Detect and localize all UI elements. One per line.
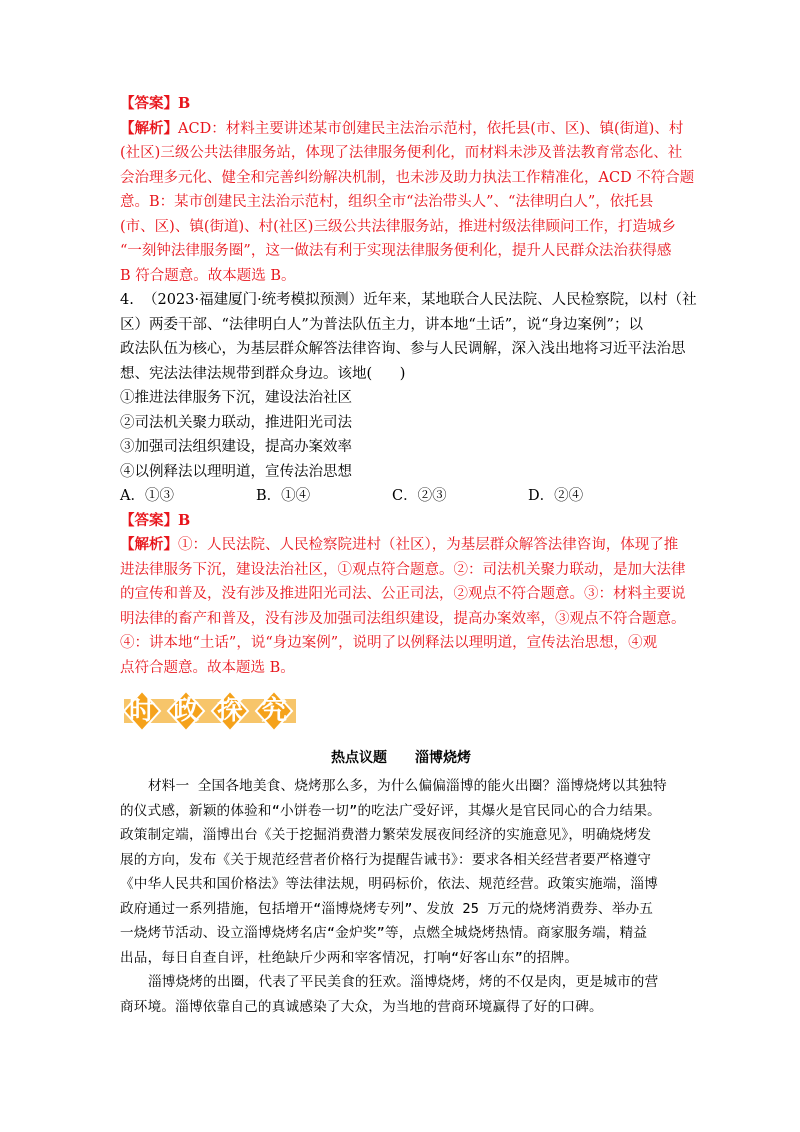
analysis-line: (市、区)、镇(街道)、村(社区)三级公共法律服务站，推进村级法律顾问工作，打造城乡 bbox=[120, 218, 676, 235]
banner-char: 究 bbox=[260, 696, 287, 726]
q4-statements bbox=[120, 386, 682, 484]
analysis-line: 的宣传和普及，没有涉及推进阳光司法、公正司法，②观点不符合题意。③：材料主要说 bbox=[120, 586, 686, 602]
banner-char: 探 bbox=[216, 696, 243, 726]
material-line: 商环境。淄博依靠自己的真诚感染了大众，为当地的营商环境赢得了好的口碑。 bbox=[120, 998, 603, 1015]
option-a: A．①③ bbox=[120, 488, 174, 504]
material-line: 出品，每日自查自评，杜绝缺斤少两和宰客情况，打响“好客山东”的招牌。 bbox=[120, 949, 579, 966]
analysis-line: ④：讲本地“土话”，说“身边案例”，说明了以例释法以理明道，宣传法治思想，④观 bbox=[120, 635, 658, 651]
q4-stem bbox=[120, 288, 697, 386]
section-title: 热点议题 淄博烧烤 bbox=[331, 750, 471, 766]
statement-item: ③加强司法组织建设，提高办案效率 bbox=[120, 439, 352, 455]
material-line: 淄博烧烤的出圈，代表了平民美食的狂欢。淄博烧烤，烤的不仅是肉，更是城市的营 bbox=[148, 974, 659, 990]
stem-line: 政法队伍为核心，为基层群众解答法律咨询、参与人民调解，深入浅出地将习近平法治思 bbox=[120, 341, 686, 357]
material-line: 政府通过一系列措施，包括增开“淄博烧烤专列”、发放 25 万元的烧烤消费券、举办五 bbox=[120, 900, 654, 917]
section-banner bbox=[120, 686, 682, 736]
material-paragraph-1 bbox=[120, 774, 682, 970]
material-line: 《中华人民共和国价格法》等法律法规，明码标价，依法、规范经营。政策实施端，淄博 bbox=[120, 876, 658, 892]
option-b: B．①④ bbox=[256, 488, 311, 504]
q4-answer bbox=[120, 509, 682, 534]
material-line: 一烧烤节活动、设立淄博烧烤名店“金炉奖”等，点燃全城烧烤热情。商家服务端，精益 bbox=[120, 925, 648, 941]
analysis-line: B 符合题意。故本题选 B。 bbox=[120, 267, 296, 284]
analysis-line: 点符合题意。故本题选 B。 bbox=[120, 659, 295, 676]
material-line: 展的方向，发布《关于规范经营者价格行为提醒告诫书》：要求各相关经营者要严格遵守 bbox=[120, 851, 652, 868]
statement-item: ②司法机关聚力联动，推进阳光司法 bbox=[120, 414, 352, 431]
stem-line: 区）两委干部、“法律明白人”为普法队伍主力，讲本地“土话”，说“身边案例”；以 bbox=[120, 316, 643, 333]
analysis-tag: 【解析】 bbox=[120, 119, 178, 137]
analysis-line: ACD：材料主要讲述某市创建民主法治示范村，依托县(市、区)、镇(街道)、村 bbox=[178, 120, 684, 137]
answer-value: B bbox=[178, 511, 191, 529]
banner-graphic bbox=[120, 689, 300, 733]
analysis-line: 意。B：某市创建民主法治示范村，组织全市“法治带头人”、“法律明白人”，依托县 bbox=[120, 194, 654, 210]
option-d: D．②④ bbox=[528, 488, 584, 504]
option-c: C．②③ bbox=[392, 488, 447, 504]
q3-answer bbox=[120, 92, 682, 117]
document-page bbox=[120, 92, 697, 1019]
stem-line: 想、宪法法律法规带到群众身边。该地( ) bbox=[120, 365, 406, 382]
analysis-line: 明法律的畜产和普及，没有涉及加强司法组织建设，提高办案效率，③观点不符合题意。 bbox=[120, 610, 686, 627]
analysis-line: (社区)三级公共法律服务站，体现了法律服务便利化，而材料未涉及普法教育常态化、社 bbox=[120, 145, 683, 161]
q4-options bbox=[120, 484, 682, 509]
banner-char: 时 bbox=[128, 696, 155, 726]
statement-item: ④以例释法以理明道，宣传法治思想 bbox=[120, 463, 352, 480]
answer-tag: 【答案】 bbox=[120, 511, 178, 529]
statement-item: ①推进法律服务下沉，建设法治社区 bbox=[120, 390, 352, 406]
answer-value: B bbox=[178, 95, 191, 112]
analysis-line: ①：人民法院、人民检察院进村（社区），为基层群众解答法律咨询，体现了推 bbox=[178, 537, 679, 553]
answer-tag: 【答案】 bbox=[120, 95, 178, 112]
material-line: 材料一 全国各地美食、烧烤那么多，为什么偏偏淄博的能火出圈？淄博烧烤以其独特 bbox=[148, 778, 667, 794]
banner-char: 政 bbox=[172, 696, 199, 726]
material-line: 的仪式感，新颖的体验和“小饼卷一切”的吃法广受好评，其爆火是官民同心的合力结果。 bbox=[120, 802, 661, 819]
analysis-line: 进法律服务下沉，建设法治社区，①观点符合题意。②：司法机关聚力联动，是加大法律 bbox=[120, 561, 686, 578]
analysis-line: “一刻钟法律服务圈”，这一做法有利于实现法律服务便利化，提升人民群众法治获得感 bbox=[120, 243, 672, 259]
material-line: 政策制定端，淄博出台《关于挖掘消费潜力繁荣发展夜间经济的实施意见》，明确烧烤发 bbox=[120, 827, 652, 843]
analysis-line: 会治理多元化、健全和完善纠纷解决机制，也未涉及助力执法工作精准化，ACD 不符合题 bbox=[120, 169, 695, 186]
q3-analysis bbox=[120, 117, 695, 289]
q4-analysis bbox=[120, 533, 686, 680]
stem-line: 4. （2023·福建厦门·统考模拟预测）近年来，某地联合人民法院、人民检察院，以村（社 bbox=[120, 292, 697, 308]
analysis-tag: 【解析】 bbox=[120, 536, 178, 553]
material-paragraph-2 bbox=[120, 970, 682, 1019]
